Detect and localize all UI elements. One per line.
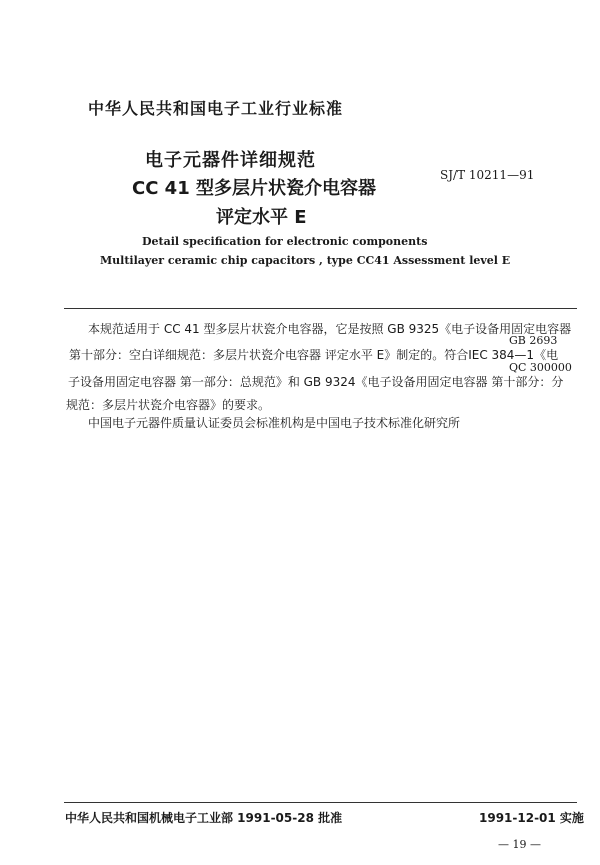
title-cn-line-2: CC 41 型多层片状瓷介电容器: [132, 178, 377, 199]
reference-qc300000: QC 300000: [509, 361, 572, 374]
paragraph-2: 中国电子元器件质量认证委员会标准机构是中国电子技术标准化研究所: [88, 416, 461, 430]
paragraph-1-line-1: 本规范适用于 CC 41 型多层片状瓷介电容器，它是按照 GB 9325《电子设备用固定电容器: [88, 322, 572, 336]
standard-number: SJ/T 10211—91: [440, 168, 535, 182]
reference-gb2693: GB 2693: [509, 334, 558, 347]
title-en-line-2: Multilayer ceramic chip capacitors , type CC41 Assessment level E: [100, 254, 511, 267]
paragraph-1-line-2: 第十部分：空白详细规范：多层片状瓷介电容器 评定水平 E》制定的。符合IEC 384—1《电: [69, 348, 559, 362]
title-cn-line-1: 电子元器件详细规范: [145, 150, 316, 171]
page-number: — 19 —: [498, 838, 541, 851]
implementation-date: 1991-12-01 实施: [479, 811, 584, 825]
approval-line: 中华人民共和国机械电子工业部 1991-05-28 批准: [65, 811, 343, 825]
top-divider: [64, 308, 577, 309]
title-cn-line-3: 评定水平 E: [216, 207, 307, 228]
industry-standard-heading: 中华人民共和国电子工业行业标准: [88, 99, 344, 118]
title-en-line-1: Detail specification for electronic components: [142, 235, 428, 248]
paragraph-1-line-4: 规范：多层片状瓷介电容器》的要求。: [66, 398, 271, 412]
paragraph-1-line-3: 子设备用固定电容器 第一部分：总规范》和 GB 9324《电子设备用固定电容器 第十部分：分: [68, 375, 564, 389]
bottom-divider: [64, 802, 577, 803]
